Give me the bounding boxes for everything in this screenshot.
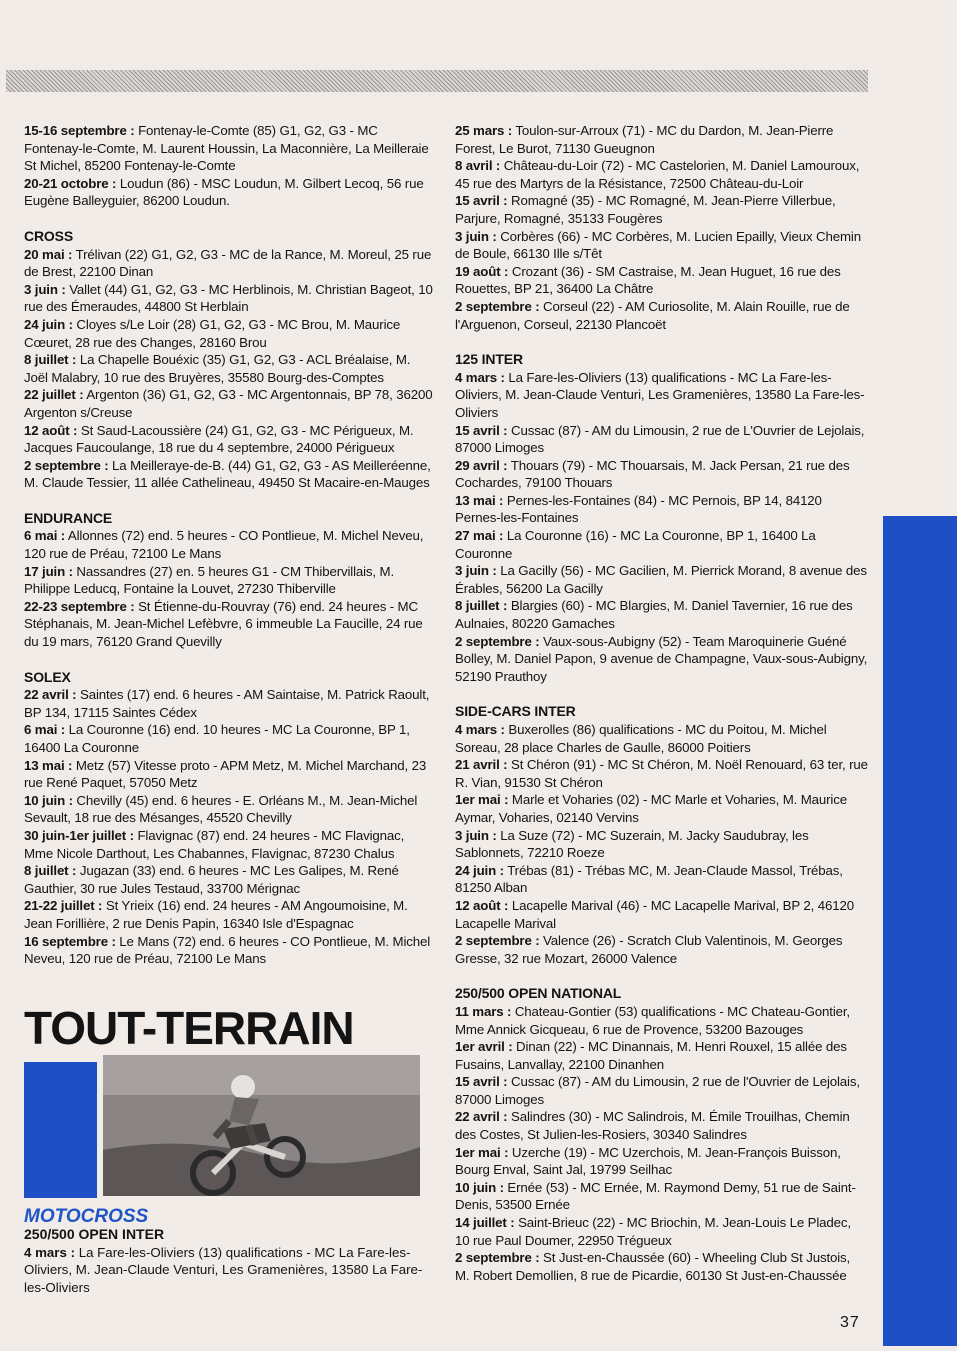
entry-text: Marle et Voharies (02) - MC Marle et Voharies, M. Maurice Aymar, Voharies, 02140 Vervins: [455, 792, 847, 825]
event-entry: [24, 175, 436, 210]
entry-text: Saintes (17) end. 6 heures - AM Saintaise, M. Patrick Raoult, BP 134, 17115 Saintes Cédex: [24, 687, 430, 720]
entry-date: 25 mars :: [455, 123, 513, 138]
entry-text: Flavignac (87) end. 24 heures - MC Flavignac, Mme Nicole Darthout, Les Chabannes, Flavignac, 87230 Chalus: [24, 827, 405, 861]
event-entry: [455, 1108, 868, 1143]
entry-date: 12 août :: [455, 897, 509, 913]
entry-date: 22 avril :: [24, 687, 77, 703]
event-entry: [455, 1214, 868, 1249]
entry-date: 8 juillet :: [24, 352, 77, 368]
entry-date: 13 mai :: [24, 757, 73, 773]
entry-text: Fontenay-le-Comte (85) G1, G2, G3 - MC Fontenay-le-Comte, M. Laurent Houssin, La Maconnière, La Meilleraie St Michel, 85200 Fontenay-le-Comte: [24, 123, 429, 174]
entry-text: Blargies (60) - MC Blargies, M. Daniel Tavernier, 16 rue des Aulnaies, 80220 Gamaches: [455, 598, 853, 632]
schedule-section: [455, 122, 868, 333]
event-entry: [455, 633, 868, 686]
schedule-section: [455, 351, 868, 685]
section-title: ENDURANCE: [24, 509, 113, 526]
entry-text: Pernes-les-Fontaines (84) - MC Pernois, BP 14, 84120 Pernes-les-Fontaines: [455, 492, 822, 526]
entry-date: 20-21 octobre :: [24, 175, 117, 191]
entry-text: Thouars (79) - MC Thouarsais, M. Jack Persan, 21 rue des Cochardes, 79100 Thouars: [455, 457, 850, 491]
event-entry: [455, 298, 868, 333]
event-entry: [24, 933, 436, 968]
entry-date: 24 juin :: [455, 862, 504, 878]
entry-date: 16 septembre :: [24, 933, 116, 949]
entry-text: Jugazan (33) end. 6 heures - MC Les Galipes, M. René Gauthier, 30 rue Jules Testaud, 33700 Mérignac: [24, 863, 399, 896]
entry-text: Allonnes (72) end. 5 heures - CO Pontlieue, M. Michel Neveu, 120 rue de Préau, 72100 Le Mans: [24, 528, 424, 562]
entry-text: Cussac (87) - AM du Limousin, 2 rue de L'Ouvrier de Lejolais, 87000 Limoges: [455, 422, 865, 456]
entry-text: St Étienne-du-Rouvray (76) end. 24 heures - MC Stéphanais, M. Jean-Michel Lefèbvre, 6 immeuble La Faucille, 24 rue du 19 mars, 76120 Grand Quevilly: [24, 598, 423, 650]
entry-text: Argenton (36) G1, G2, G3 - MC Argentonnais, BP 78, 36200 Argenton s/Creuse: [24, 387, 433, 420]
entry-date: 4 mars :: [24, 1244, 75, 1260]
event-entry: [455, 457, 868, 492]
event-entry: [455, 263, 868, 298]
entry-date: 3 juin :: [455, 563, 497, 579]
entry-date: 8 avril :: [455, 158, 501, 174]
event-entry: [455, 228, 868, 263]
entry-text: St Saud-Lacoussière (24) G1, G2, G3 - MC Périgueux, M. Jacques Faucoulange, 18 rue du 4 septembre, 24000 Périgueux: [24, 422, 414, 456]
blue-side-bar: [883, 516, 957, 1346]
page-number: 37: [840, 1314, 860, 1331]
entry-date: 13 mai :: [455, 492, 504, 508]
left-column: [24, 122, 436, 986]
event-entry: [455, 721, 868, 756]
event-entry: [455, 597, 868, 632]
entry-date: 19 août :: [455, 263, 509, 279]
schedule-section: [24, 669, 436, 968]
entry-text: La Couronne (16) - MC La Couronne, BP 1, 16400 La Couronne: [455, 528, 816, 561]
motocross-entry: [24, 1244, 436, 1297]
entry-date: 2 septembre :: [455, 933, 540, 949]
event-entry: [24, 122, 436, 175]
motocross-subsection-title: 250/500 OPEN INTER: [24, 1226, 165, 1242]
entry-text: Cloyes s/Le Loir (28) G1, G2, G3 - MC Brou, M. Maurice Cœuret, 28 rue des Changes, 28160 Brou: [24, 316, 401, 350]
section-title: 250/500 OPEN NATIONAL: [455, 985, 622, 1002]
header-hatch-band: [6, 70, 868, 92]
entry-text: Uzerche (19) - MC Uzerchois, M. Jean-François Buisson, Bourg Enval, Saint Jal, 19799 Seilhac: [455, 1144, 841, 1178]
entry-date: 6 mai :: [24, 722, 66, 738]
event-entry: [455, 527, 868, 562]
entry-text: Vallet (44) G1, G2, G3 - MC Herblinois, M. Christian Bageot, 10 rue des Émeraudes, 44800 St Herblain: [24, 281, 433, 315]
entry-date: 14 juillet :: [455, 1215, 515, 1231]
entry-date: 2 septembre :: [455, 1250, 540, 1266]
event-entry: [455, 1038, 868, 1073]
entry-date: 22 avril :: [455, 1109, 508, 1125]
event-entry: [24, 757, 436, 792]
entry-text: Saint-Brieuc (22) - MC Briochin, M. Jean-Louis Le Pladec, 10 rue Paul Doumer, 22950 Trégueux: [455, 1215, 851, 1248]
entry-date: 24 juin :: [24, 316, 73, 332]
entry-text: Corbères (66) - MC Corbères, M. Lucien Epailly, Vieux Chemin de Boule, 66130 Ille s/Têt: [455, 228, 861, 262]
entry-date: 21 avril :: [455, 757, 508, 773]
entry-text: Chateau-Gontier (53) qualifications - MC Chateau-Gontier, Mme Annick Gicqueau, 6 rue de Provence, 53200 Bazouges: [455, 1003, 850, 1037]
event-entry: [455, 1249, 868, 1284]
entry-text: Cussac (87) - AM du Limousin, 2 rue de l'Ouvrier de Lejolais, 87000 Limoges: [455, 1074, 860, 1107]
event-entry: [24, 246, 436, 281]
entry-date: 10 juin :: [24, 792, 73, 808]
entry-date: 15 avril :: [455, 422, 508, 438]
entry-text: Toulon-sur-Arroux (71) - MC du Dardon, M. Jean-Pierre Forest, Le Burot, 71130 Gueugnon: [455, 123, 834, 156]
entry-text: St Chéron (91) - MC St Chéron, M. Noël Renouard, 63 ter, rue R. Vian, 91530 St Chéron: [455, 757, 868, 790]
motocross-section: [24, 1226, 436, 1296]
entry-date: 21-22 juillet :: [24, 898, 103, 914]
motocross-heading: MOTOCROSS: [24, 1206, 149, 1227]
event-entry: [455, 422, 868, 457]
entry-date: 3 juin :: [455, 827, 497, 843]
event-entry: [24, 281, 436, 316]
entry-date: 4 mars :: [455, 369, 505, 385]
entry-text: Chevilly (45) end. 6 heures - E. Orléans M., M. Jean-Michel Sevault, 18 rue des Mésanges, 45520 Chevilly: [24, 792, 418, 826]
entry-date: 22-23 septembre :: [24, 598, 135, 614]
entry-date: 15 avril :: [455, 193, 508, 209]
entry-date: 15-16 septembre :: [24, 123, 135, 138]
entry-date: 11 mars :: [455, 1003, 512, 1019]
event-entry: [24, 563, 436, 598]
tout-terrain-title: TOUT-TERRAIN: [24, 1002, 354, 1054]
entry-text: Ernée (53) - MC Ernée, M. Raymond Demy, 51 rue de Saint-Denis, 53500 Ernée: [455, 1179, 856, 1213]
entry-date: 12 août :: [24, 422, 78, 438]
event-entry: [455, 1003, 868, 1038]
event-entry: [24, 457, 436, 492]
right-column: [455, 122, 868, 1302]
section-title: 125 INTER: [455, 351, 523, 368]
entry-text: St Just-en-Chaussée (60) - Wheeling Club St Justois, M. Robert Demollien, 8 rue de Picardie, 60130 St Just-en-Chaussée: [455, 1250, 851, 1283]
entry-text: Trébas (81) - Trébas MC, M. Jean-Claude Massol, Trébas, 81250 Alban: [455, 862, 843, 896]
entry-text: La Fare-les-Oliviers (13) qualifications - MC La Fare-les-Oliviers, M. Jean-Claude Venturi, Les Gramenières, 13580 La Fare-les-Oliviers: [24, 1244, 423, 1295]
event-entry: [455, 862, 868, 897]
entry-date: 4 mars :: [455, 722, 505, 737]
schedule-section: [24, 228, 436, 492]
entry-date: 17 juin :: [24, 563, 73, 579]
entry-text: Nassandres (27) en. 5 heures G1 - CM Thibervillais, M. Philippe Leducq, Fontaine la Louvet, 27230 Thiberville: [24, 563, 394, 597]
event-entry: [455, 1179, 868, 1214]
entry-text: Buxerolles (86) qualifications - MC du Poitou, M. Michel Soreau, 28 place Charles de Gaulle, 86000 Poitiers: [455, 722, 827, 755]
entry-date: 20 mai :: [24, 246, 73, 262]
event-entry: [455, 1073, 868, 1108]
entry-date: 10 juin :: [455, 1179, 504, 1195]
event-entry: [24, 598, 436, 651]
entry-text: Corseul (22) - AM Curiosolite, M. Alain Rouille, rue de l'Arguenon, Corseul, 22130 Plancoët: [455, 298, 850, 332]
entry-text: La Chapelle Bouéxic (35) G1, G2, G3 - ACL Bréalaise, M. Joël Malabry, 10 rue des Bruyères, 35580 Bourg-des-Comptes: [24, 352, 411, 385]
entry-text: Le Mans (72) end. 6 heures - CO Pontlieue, M. Michel Neveu, 120 rue de Préau, 72100 Le Mans: [24, 933, 431, 967]
event-entry: [24, 897, 436, 932]
event-entry: [24, 351, 436, 386]
entry-date: 2 septembre :: [24, 457, 109, 473]
entry-date: 30 juin-1er juillet :: [24, 827, 134, 843]
entry-text: Romagné (35) - MC Romagné, M. Jean-Pierre Villerbue, Parjure, Romagné, 35133 Fougères: [455, 193, 836, 226]
event-entry: [455, 1144, 868, 1179]
event-entry: [455, 157, 868, 192]
entry-text: La Fare-les-Oliviers (13) qualifications - MC La Fare-les-Oliviers, M. Jean-Claude Venturi, Les Gramenières, 13580 La Fare-les-Oliviers: [455, 369, 865, 420]
event-entry: [24, 386, 436, 421]
schedule-section: [24, 122, 436, 210]
event-entry: [455, 369, 868, 422]
entry-date: 27 mai :: [455, 528, 504, 544]
event-entry: [24, 316, 436, 351]
section-title: SIDE-CARS INTER: [455, 703, 576, 720]
entry-date: 2 septembre :: [455, 633, 540, 649]
entry-date: 15 avril :: [455, 1074, 508, 1090]
entry-date: 22 juillet :: [24, 387, 84, 403]
entry-date: 8 juillet :: [455, 598, 508, 614]
entry-text: St Yrieix (16) end. 24 heures - AM Angoumoisine, M. Jean Forillière, 2 rue Denis Papin, 16340 Isle d'Espagnac: [24, 898, 408, 931]
event-entry: [455, 192, 868, 227]
entry-text: Château-du-Loir (72) - MC Castelorien, M. Daniel Lamouroux, 45 rue des Martyrs de la Résistance, 72500 Château-du-Loir: [455, 158, 860, 191]
event-entry: [24, 721, 436, 756]
entry-date: 8 juillet :: [24, 863, 77, 879]
entry-text: Salindres (30) - MC Salindrois, M. Émile Trouilhas, Chemin des Costes, St Julien-les-Rosiers, 30340 Salindres: [455, 1109, 850, 1143]
entry-text: Dinan (22) - MC Dinannais, M. Henri Rouxel, 15 allée des Fusains, Lanvallay, 22100 Dinanhen: [455, 1039, 847, 1072]
entry-text: La Couronne (16) end. 10 heures - MC La Couronne, BP 1, 16400 La Couronne: [24, 722, 410, 755]
event-entry: [455, 932, 868, 967]
section-title: SOLEX: [24, 668, 71, 685]
entry-text: Lacapelle Marival (46) - MC Lacapelle Marival, BP 2, 46120 Lacapelle Marival: [455, 897, 854, 931]
event-entry: [24, 527, 436, 562]
schedule-section: [455, 985, 868, 1284]
entry-date: 1er mai :: [455, 1144, 509, 1160]
event-entry: [455, 827, 868, 862]
entry-date: 1er mai :: [455, 792, 509, 808]
section-title: CROSS: [24, 227, 74, 244]
entry-date: 29 avril :: [455, 457, 508, 473]
schedule-section: [455, 703, 868, 967]
event-entry: [24, 827, 436, 862]
event-entry: [24, 862, 436, 897]
entry-text: Loudun (86) - MSC Loudun, M. Gilbert Lecoq, 56 rue Eugène Balleyguier, 86200 Loudun.: [24, 175, 424, 209]
motocross-photo: [103, 1055, 420, 1196]
entry-text: Metz (57) Vitesse proto - APM Metz, M. Michel Marchand, 23 rue René Paquet, 57050 Metz: [24, 757, 427, 791]
event-entry: [455, 122, 868, 157]
entry-text: Valence (26) - Scratch Club Valentinois, M. Georges Gresse, 32 rue Mozart, 26000 Valence: [455, 933, 843, 966]
event-entry: [455, 492, 868, 527]
event-entry: [455, 897, 868, 932]
entry-text: La Suze (72) - MC Suzerain, M. Jacky Saudubray, les Sablonnets, 72210 Roeze: [455, 827, 809, 861]
event-entry: [455, 756, 868, 791]
entry-text: Vaux-sous-Aubigny (52) - Team Maroquinerie Guéné Bolley, M. Daniel Papon, 9 avenue de Champagne, Vaux-sous-Aubigny, 52190 Prauthoy: [455, 633, 868, 684]
entry-date: 3 juin :: [24, 281, 66, 297]
entry-text: Crozant (36) - SM Castraise, M. Jean Huguet, 16 rue des Rouettes, BP 21, 36400 La Châtre: [455, 263, 841, 297]
event-entry: [455, 562, 868, 597]
entry-date: 1er avril :: [455, 1039, 513, 1055]
entry-date: 3 juin :: [455, 228, 497, 244]
event-entry: [24, 422, 436, 457]
entry-text: Trélivan (22) G1, G2, G3 - MC de la Rance, M. Moreul, 25 rue de Brest, 22100 Dinan: [24, 246, 432, 280]
entry-text: La Meilleraye-de-B. (44) G1, G2, G3 - AS Meilleréenne, M. Claude Tessier, 11 allée Cathelineau, 49450 St Macaire-en-Mauges: [24, 457, 431, 491]
blue-title-block: [24, 1062, 97, 1198]
event-entry: [24, 792, 436, 827]
entry-date: 6 mai :: [24, 528, 66, 544]
event-entry: [455, 791, 868, 826]
entry-text: La Gacilly (56) - MC Gacilien, M. Pierrick Morand, 8 avenue des Érables, 56200 La Gacilly: [455, 563, 867, 596]
entry-date: 2 septembre :: [455, 298, 540, 314]
schedule-section: [24, 510, 436, 651]
event-entry: [24, 686, 436, 721]
